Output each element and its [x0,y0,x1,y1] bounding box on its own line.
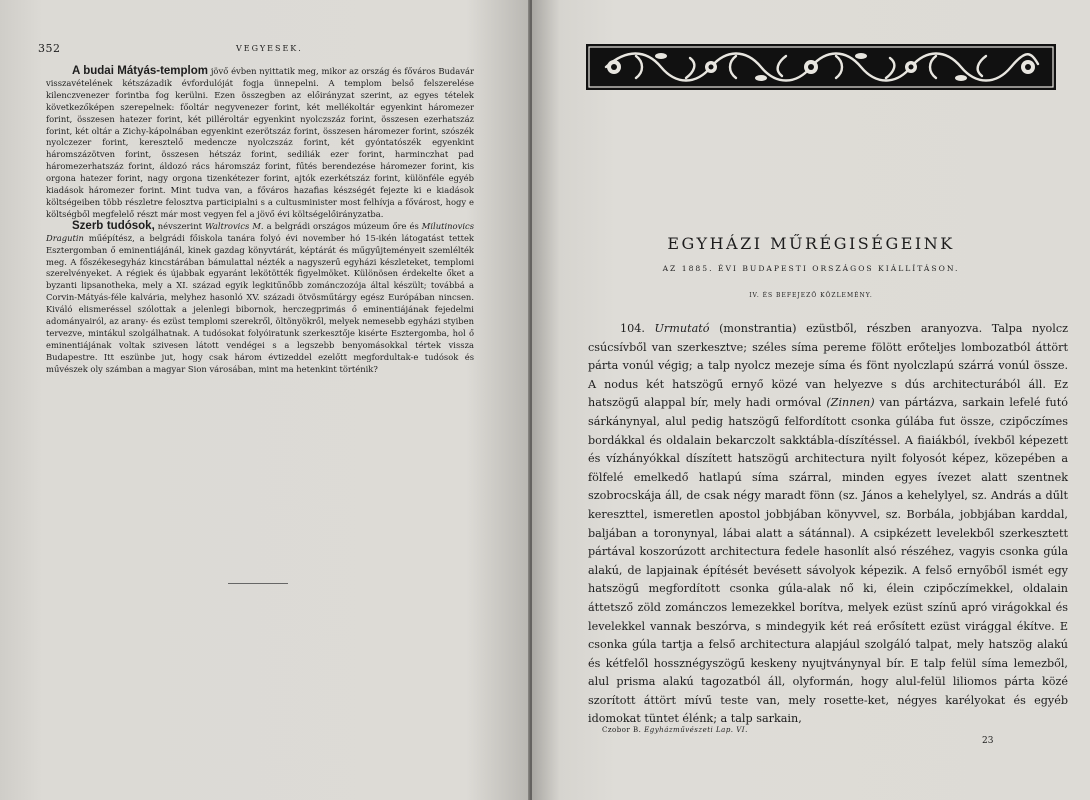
paragraph-body: a belgrádi országos múzeum őre és [263,220,422,231]
item-description: (monstrantia) ezüstből, részben aranyozva. Talpa nyolcz csúcsívből van szerkesztve; széles síma pereme fölött erőteljes lombozatból áttört párta vonúl végig; a talp nyolcz mezeje síma és fönt nyolczlapú szárrá vonúl össze. A nodus két hatszögű ernyő közé van helyezve s dús architecturából áll. Ez hatszögű alappal bír, mely hadi ormóval [588,322,1068,410]
left-page [0,0,530,800]
left-running-header: VEGYESEK. [236,44,303,53]
item-name: Urmutató [654,322,710,335]
right-body-text [588,320,1068,729]
article-title: EGYHÁZI MŰRÉGISÉGEINK [667,234,955,253]
footer-journal: Egyházművészeti Lap. VI. [644,726,748,734]
paragraph-lead: Szerb tudósok, [72,219,155,232]
item-number: 104. [620,322,645,335]
page-footer [602,726,748,734]
left-page-number: 352 [38,42,61,55]
paragraph-body: műépítész, a belgrádi főiskola tanára folyó évi november hó 15-ikén látogatást tettek Esztergomban ő eminentiájánál, kinek gazdag könyvtárát, képtárát és műgyűjteményeit szemlélték meg. A főszékesegyház kincstárában bámulattal nézték a nagyszerű egyházi készleteket, templomi szerelvényeket. A régiek és újabbak egyaránt lekötötték figyelmöket. Különösen érdekelte őket a byzanti lipsanotheka, mely a XI. század egyik legkitűnőbb zománczozója által készült; továbbá a Corvin-Mátyás-féle kalvária, melyhez hasonló XV. századi ötvösműtárgy egész Európában nincsen. Kiváló elismeréssel szólottak a jelenlegi bibornok, herczegprimás ő eminentiájának fejedelmi adományairól, az arany- és ezüst templomi szerekről, öltönyökről, melyek nemesebb egyházi styiben tervezve, mintákul szolgálhatnak. A tudósokat folyóiratunk szerkesztője kisérte Esztergomba, hol ő eminentiájának voltak szivesen látott vendégei s a legszebb benyomásokkal tértek vissza Budapestre. Itt eszünbe jut, hogy csak három évtizeddel ezelőtt megfordultak-e tudósok és művészek oly számban a magyar Sion városában, mint ma hetenkint történik? [46,232,474,374]
person-name: Milutinovics Dragutin [46,220,474,243]
paragraph-matyas-templom [46,66,474,221]
item-description: van pártázva, sarkain lefelé futó sárkánynyal, alul pedig hatszögű felfordított csonka gúlába fut össze, czipőczímes bordákkal és oldalain bekarczolt sakktábla-díszítéssel. A fiaiákból, ívekből képezett és vízhányókkal díszített hatszögű architectura nyilt folyosót képez, közepében a fölfelé emelkedő hatlapú síma szárral, minden egyes ívezet alatt szentnek szobrocskája áll, de csak négy maradt fönn (sz. János a kehelylyel, sz. András a dűlt kereszttel, ismeretlen apostol jobbjában könyvvel, sz. Borbála, jobbjában karddal, baljában a toronynyal, lábai alatt a sátánnal). A csipkézett levelekből szerkesztett pártával koszorúzott architectura fedele hasonlít alsó részéhez, vagyis csonka gúla alakú, de lapjainak építését bevésett sávolyok képezik. A felső ernyőből ismét egy hatszögű megfordított csonka gúla-alak nő ki, élein czipőczímekkel, oldalain áttetsző zöld zománczos lemezekkel borítva, melyek ezüst színű apró virágokkal és levelekkel vannak beszórva, s mindegyik két reá erősített ezüst virággal ékítve. E csonka gúla tartja a felső architectura alapjául szolgáló talpat, mely hatszög alakú és kétfelől hossznégyszögű keskeny nyujtványnyal bír. E talp felül síma lemezből, alul prisma alakú tagozatból áll, olyformán, hogy alul-felül liliomos párta közé szorított áttört mívű teste van, mely rosette-ket, négyes karélyokat és egyéb idomokat tüntet élénk; a talp sarkain, [588,396,1068,726]
paragraph-szerb-tudosok [46,221,474,376]
paragraph-body: névszerint [154,220,205,231]
article-installment: IV. ÉS BEFEJEZŐ KÖZLEMÉNY. [749,292,873,299]
floral-scroll-ornament-icon [586,44,1056,90]
article-subtitle: AZ 1885. ÉVI BUDAPESTI ORSZÁGOS KIÁLLÍTÁSON. [662,264,960,273]
term-zinnen: (Zinnen) [826,396,875,410]
catalog-entry [588,320,1068,729]
left-body-text [46,66,474,376]
paragraph-lead: A budai Mátyás-templom [72,65,209,77]
person-name: Waltrovics M. [204,220,264,231]
paragraph-body: jövő évben nyittatik meg, mikor az ország és főváros Budavár visszavételének kétszázadik évfordulóját fogja ünnepelni. A templom belső felszerelése kilenczvenezer forintba fog kerülni. Ezen összegben az előirányzat szerint, az egyes tételek következőképen szerepelnek: főoltár negyvenezer forint, két mellékoltár egyenkint háromezer forint, összesen hatezer forint, két pilléroltár egyenkint nyolczszáz forint, összesen ezerhatszáz forint, két oltár a Zichy-kápolnában egyenkint ezerötszáz forint, összesen háromezer forint, szószék nyolczezer forint, keresztelő medencze nyolczszáz forint, két gyóntatószék egyenkint háromszázötven forint, összesen hétszáz forint, sediliák ezer forint, harminczhat pad háromezerhatszáz forint, áldozó rács háromszáz forint, fűtés berendezése háromezer forint, kis orgona hatezer forint, nagy orgona tizenkétezer forint, ajtók ezerkétszáz forint, különféle egyéb kiadások háromezer forint. Mint tudva van, a főváros hazafias készségét fejezte ki e kiadások költségeiben több részletre felosztva participialni s a cultusminister most felhívja a fővárost, hogy e költségből megfelelő részt már most vegyen fel a jövő évi költségelőirányzatba. [46,66,474,219]
right-page [532,0,1090,800]
right-page-number: 23 [982,736,994,746]
section-divider [228,583,288,584]
footer-author: Czobor B. [602,726,642,734]
